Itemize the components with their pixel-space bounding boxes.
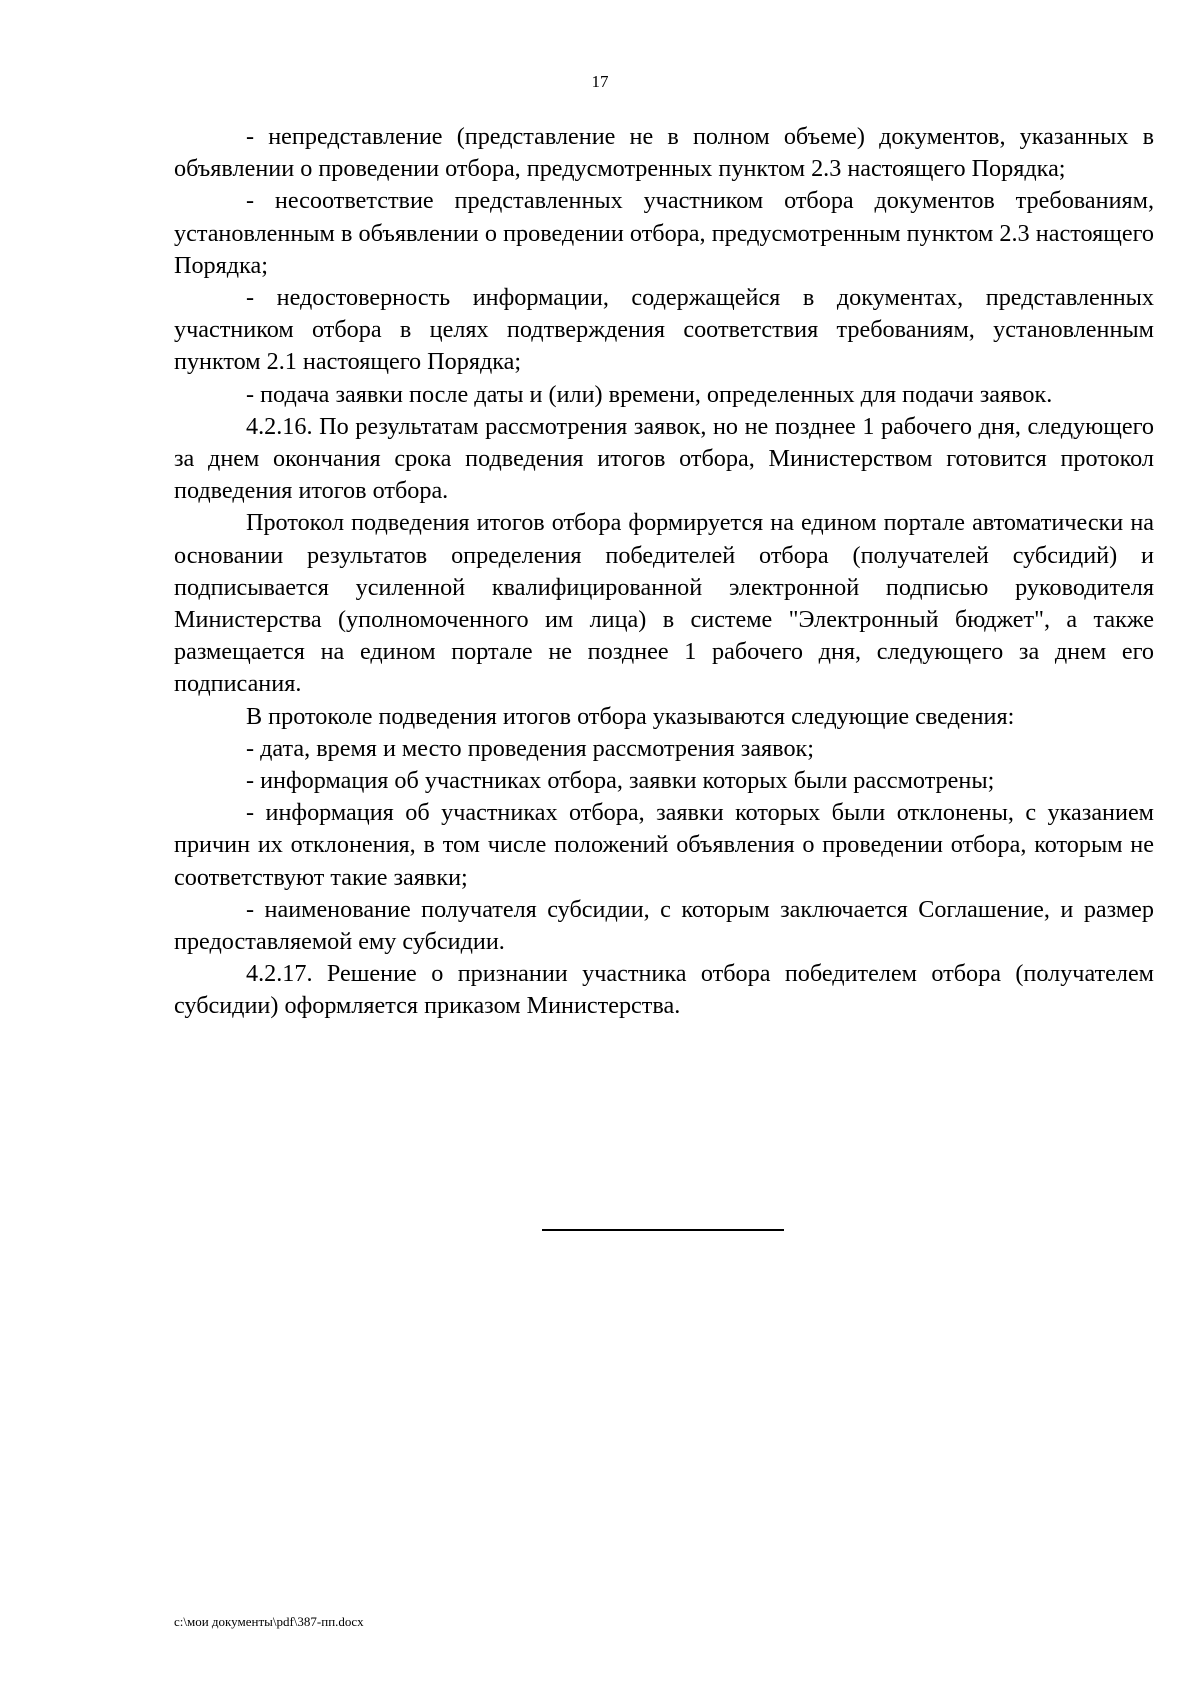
- end-separator-line: [542, 1229, 784, 1231]
- paragraph-item-3: - недостоверность информации, содержащейся в документах, представленных участником отбора в целях подтверждения соответствия требованиям, установленным пунктом 2.1 настоящего Порядка;: [174, 284, 1154, 376]
- paragraph-item-4: - подача заявки после даты и (или) времени, определенных для подачи заявок.: [246, 380, 1053, 408]
- paragraph-item-2: - несоответствие представленных участником отбора документов требованиям, установленным в объявлении о проведении отбора, предусмотренным пунктом 2.3 настоящего Порядка;: [174, 187, 1154, 279]
- paragraph-list-item-2: - информация об участниках отбора, заявки которых были рассмотрены;: [246, 767, 995, 795]
- document-body: [174, 121, 1154, 1023]
- footer-file-path: c:\мои документы\pdf\387-пп.docx: [174, 1614, 364, 1629]
- paragraph-protocol: Протокол подведения итогов отбора формируется на едином портале автоматически на основании результатов определения победителей отбора (получателей субсидий) и подписывается усиленной квалифицированной электронной подписью руководителя Министерства (уполномоченного им лица) в системе "Электронный бюджет", а также размещается на едином портале не позднее 1 рабочего дня, следующего за днем его подписания.: [174, 509, 1154, 698]
- paragraph-item-1: - непредставление (представление не в полном объеме) документов, указанных в объявлении о проведении отбора, предусмотренных пунктом 2.3 настоящего Порядка;: [174, 123, 1154, 183]
- paragraph-protocol-contents: В протоколе подведения итогов отбора указываются следующие сведения:: [246, 702, 1015, 730]
- paragraph-list-item-3: - информация об участниках отбора, заявки которых были отклонены, с указанием причин их отклонения, в том числе положений объявления о проведении отбора, которым не соответствуют такие заявки;: [174, 799, 1154, 891]
- paragraph-list-item-1: - дата, время и место проведения рассмотрения заявок;: [246, 734, 815, 762]
- page-number: 17: [591, 72, 609, 91]
- paragraph-4-2-17: 4.2.17. Решение о признании участника отбора победителем отбора (получателем субсидии) оформляется приказом Министерства.: [174, 960, 1154, 1020]
- paragraph-4-2-16: 4.2.16. По результатам рассмотрения заявок, но не позднее 1 рабочего дня, следующего за днем окончания срока подведения итогов отбора, Министерством готовится протокол подведения итогов отбора.: [174, 412, 1154, 505]
- paragraph-list-item-4: - наименование получателя субсидии, с которым заключается Соглашение, и размер предоставляемой ему субсидии.: [174, 895, 1154, 956]
